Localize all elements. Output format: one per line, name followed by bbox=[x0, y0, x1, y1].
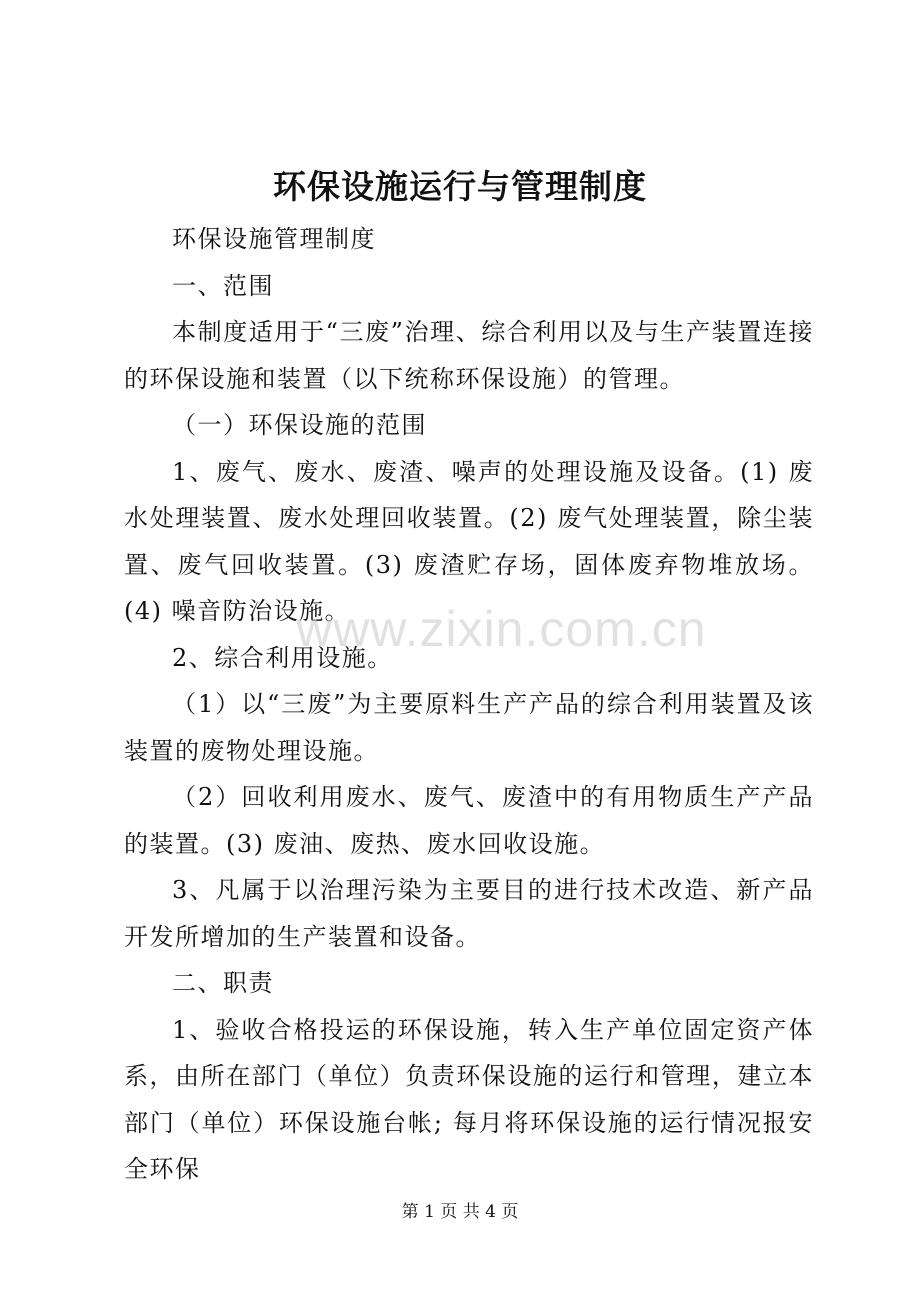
paragraph-item-1: 1、废气、废水、废渣、噪声的处理设施及设备。(1) 废水处理装置、废水处理回收装置。(2) 废气处理装置，除尘装置、废气回收装置。(3) 废渣贮存场，固体废弃物堆放场。(4) 噪音防治设施。 bbox=[124, 457, 814, 625]
paragraph-item-2-2: （2）回收利用废水、废气、废渣中的有用物质生产产品的装置。(3) 废油、废热、废水回收设施。 bbox=[124, 783, 814, 858]
section-heading-scope: 一、范围 bbox=[172, 271, 274, 300]
paragraph-item-2-1: （1）以“三废”为主要原料生产产品的综合利用装置及该装置的废物处理设施。 bbox=[124, 690, 814, 765]
document-title: 环保设施运行与管理制度 bbox=[273, 167, 647, 206]
paragraph-subtitle: 环保设施管理制度 bbox=[172, 225, 376, 253]
watermark: www.zixin.com.cn bbox=[296, 601, 707, 657]
paragraph-scope: 本制度适用于“三废”治理、综合利用以及与生产装置连接的环保设施和装置（以下统称环保设施）的管理。 bbox=[124, 318, 814, 393]
subsection-heading-facility-range: （一）环保设施的范围 bbox=[172, 411, 427, 439]
document-body bbox=[124, 216, 814, 1193]
paragraph-item-2: 2、综合利用设施。 bbox=[172, 643, 393, 672]
section-heading-duties: 二、职责 bbox=[172, 969, 274, 997]
paragraph-duty-1: 1、验收合格投运的环保设施，转入生产单位固定资产体系，由所在部门（单位）负责环保设施的运行和管理，建立本部门（单位）环保设施台帐; 每月将环保设施的运行情况报安全环保 bbox=[124, 1015, 814, 1183]
page-footer: 第 1 页 共 4 页 bbox=[401, 1202, 519, 1222]
paragraph-item-3: 3、凡属于以治理污染为主要目的进行技术改造、新产品开发所增加的生产装置和设备。 bbox=[124, 876, 814, 951]
